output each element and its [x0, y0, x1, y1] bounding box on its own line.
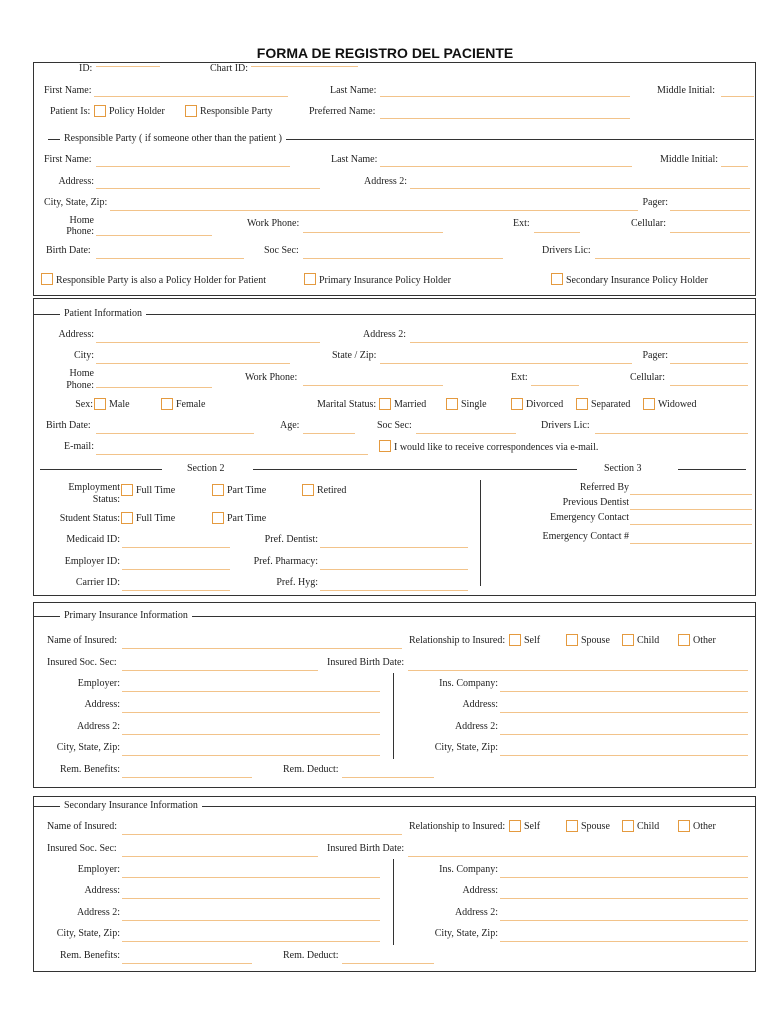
rp-middle-initial-field[interactable] [721, 166, 748, 167]
sec-ins-company-label: Ins. Company: [439, 864, 498, 875]
patient-info-title: Patient Information [60, 308, 146, 320]
sec-address-label: Address: [84, 885, 120, 896]
pt-email-opt-checkbox[interactable] [379, 440, 391, 452]
pt-single-label: Single [461, 399, 487, 410]
section2-title: Section 2 [187, 463, 225, 474]
pri-ins-company-label: Ins. Company: [439, 678, 498, 689]
pt-drivers-lic-label: Drivers Lic: [541, 420, 590, 431]
rp-first-name-field[interactable] [96, 166, 290, 167]
pt-marital-label: Marital Status: [317, 399, 377, 410]
rp-home-label-1: Home [69, 215, 94, 226]
pt-ext-field[interactable] [531, 385, 579, 386]
rp-drivers-lic-label: Drivers Lic: [542, 245, 591, 256]
emp-full-time-checkbox[interactable] [121, 484, 133, 496]
sec-other-checkbox[interactable] [678, 820, 690, 832]
sec-spouse-label: Spouse [581, 821, 610, 832]
pt-address2-label: Address 2: [363, 329, 407, 340]
emp-full-time-label: Full Time [136, 485, 176, 496]
pri-ins-city-label: City, State, Zip: [434, 742, 498, 753]
responsible-party-label: Responsible Party [200, 106, 273, 117]
pt-divorced-label: Divorced [526, 399, 564, 410]
rp-address-field[interactable] [96, 188, 320, 189]
pt-email-opt-label: I would like to receive correspondences via e-mail. [394, 442, 599, 453]
pri-address2-field[interactable] [122, 734, 380, 735]
sec-insured-soc-field[interactable] [122, 856, 318, 857]
rp-secondary-label: Secondary Insurance Policy Holder [566, 275, 708, 286]
rp-birth-date-label: Birth Date: [46, 245, 91, 256]
rp-last-name-label: Last Name: [331, 154, 378, 165]
pt-age-label: Age: [280, 420, 300, 431]
sec-employer-label: Employer: [77, 864, 120, 875]
rp-secondary-checkbox[interactable] [551, 273, 563, 285]
rp-policy-holder-label: Responsible Party is also a Policy Holder for Patient [56, 275, 266, 286]
pri-ins-company-field[interactable] [500, 691, 748, 692]
rp-home-label-2: Phone: [66, 226, 94, 237]
responsible-section-title: Responsible Party ( if someone other than the patient ) [60, 133, 286, 145]
rp-address2-label: Address 2: [364, 176, 408, 187]
rp-work-phone-field[interactable] [303, 232, 443, 233]
pt-email-label: E-mail: [64, 441, 94, 452]
rp-ext-field[interactable] [534, 232, 580, 233]
rp-last-name-field[interactable] [380, 166, 632, 167]
rp-soc-sec-field[interactable] [303, 258, 503, 259]
primary-section-title: Primary Insurance Information [60, 610, 192, 622]
pt-work-phone-field[interactable] [303, 385, 443, 386]
employment-label-2: Status: [92, 494, 120, 505]
pt-male-label: Male [109, 399, 130, 410]
pt-cellular-field[interactable] [670, 385, 748, 386]
emergency-contact-field[interactable] [630, 524, 752, 525]
rp-city-field[interactable] [110, 210, 638, 211]
pri-rem-deduct-label: Rem. Deduct: [283, 764, 339, 775]
emergency-contact-label: Emergency Contact [550, 512, 629, 523]
pt-cellular-label: Cellular: [630, 372, 665, 383]
chart-id-field[interactable] [251, 66, 358, 67]
rp-first-name-label: First Name: [44, 154, 92, 165]
sec-insured-birth-field[interactable] [408, 856, 748, 857]
section3-divider [678, 469, 746, 470]
pri-ins-address-label: Address: [462, 699, 498, 710]
rp-pager-label: Pager: [642, 197, 668, 208]
patient-is-label: Patient Is: [50, 106, 91, 117]
pri-city-field[interactable] [122, 755, 380, 756]
emergency-contact-no-field[interactable] [630, 543, 752, 544]
pri-name-insured-field[interactable] [122, 648, 402, 649]
sec-other-label: Other [693, 821, 716, 832]
pt-drivers-lic-field[interactable] [595, 433, 748, 434]
emp-retired-checkbox[interactable] [302, 484, 314, 496]
pri-insured-birth-field[interactable] [408, 670, 748, 671]
pref-pharmacy-label: Pref. Pharmacy: [253, 556, 318, 567]
pt-pager-label: Pager: [642, 350, 668, 361]
rp-middle-initial-label: Middle Initial: [660, 154, 719, 165]
section3-title: Section 3 [604, 463, 642, 474]
sec-ins-city-field[interactable] [500, 941, 748, 942]
pt-home-label-2: Phone: [66, 380, 94, 391]
referred-by-field[interactable] [630, 494, 752, 495]
sec-ins-address-field[interactable] [500, 898, 748, 899]
secondary-section-title: Secondary Insurance Information [60, 800, 202, 812]
rp-soc-sec-label: Soc Sec: [264, 245, 299, 256]
sec-address2-field[interactable] [122, 920, 380, 921]
pri-employer-label: Employer: [77, 678, 120, 689]
pri-other-checkbox[interactable] [678, 634, 690, 646]
pri-rem-benefits-field[interactable] [122, 777, 252, 778]
section-split-line [480, 480, 481, 586]
emp-retired-label: Retired [317, 485, 347, 496]
pri-self-label: Self [524, 635, 541, 646]
sec-city-field[interactable] [122, 941, 380, 942]
responsible-party-checkbox[interactable] [185, 105, 197, 117]
sec-rem-benefits-label: Rem. Benefits: [60, 950, 120, 961]
rp-pager-field[interactable] [670, 210, 750, 211]
sec-self-checkbox[interactable] [509, 820, 521, 832]
pt-widowed-label: Widowed [658, 399, 697, 410]
pri-rem-benefits-label: Rem. Benefits: [60, 764, 120, 775]
pt-work-phone-label: Work Phone: [245, 372, 298, 383]
rp-cellular-label: Cellular: [631, 218, 666, 229]
pri-spouse-checkbox[interactable] [566, 634, 578, 646]
pt-soc-sec-field[interactable] [416, 433, 516, 434]
student-part-time-label: Part Time [227, 513, 267, 524]
pri-employer-field[interactable] [122, 691, 380, 692]
first-name-label: First Name: [44, 85, 92, 96]
pt-pager-field[interactable] [670, 363, 748, 364]
pri-insured-soc-field[interactable] [122, 670, 318, 671]
sec-spouse-checkbox[interactable] [566, 820, 578, 832]
rp-ext-label: Ext: [513, 218, 530, 229]
pref-hyg-label: Pref. Hyg: [276, 577, 318, 588]
pt-female-label: Female [176, 399, 206, 410]
sec-ins-city-label: City, State, Zip: [434, 928, 498, 939]
pri-rem-deduct-field[interactable] [342, 777, 434, 778]
section2-divider-left [40, 469, 162, 470]
pri-ins-address-field[interactable] [500, 712, 748, 713]
emergency-contact-no-label: Emergency Contact # [542, 531, 629, 542]
rp-policy-holder-checkbox[interactable] [41, 273, 53, 285]
previous-dentist-label: Previous Dentist [562, 497, 629, 508]
pt-state-zip-label: State / Zip: [332, 350, 377, 361]
pref-dentist-label: Pref. Dentist: [264, 534, 318, 545]
pt-email-field[interactable] [96, 454, 368, 455]
pt-single-checkbox[interactable] [446, 398, 458, 410]
student-full-time-checkbox[interactable] [121, 512, 133, 524]
medicaid-label: Medicaid ID: [66, 534, 120, 545]
rp-primary-label: Primary Insurance Policy Holder [319, 275, 451, 286]
id-label: ID: [79, 63, 93, 74]
pt-age-field[interactable] [303, 433, 355, 434]
pt-state-zip-field[interactable] [380, 363, 632, 364]
primary-insurance-box [33, 602, 756, 788]
policy-holder-checkbox[interactable] [94, 105, 106, 117]
rp-work-phone-label: Work Phone: [247, 218, 300, 229]
section2-divider-right [253, 469, 577, 470]
employer-id-label: Employer ID: [64, 556, 120, 567]
emp-part-time-label: Part Time [227, 485, 267, 496]
rp-birth-date-field[interactable] [96, 258, 244, 259]
student-part-time-checkbox[interactable] [212, 512, 224, 524]
pri-child-label: Child [637, 635, 660, 646]
policy-holder-label: Policy Holder [109, 106, 165, 117]
pt-male-checkbox[interactable] [94, 398, 106, 410]
sec-address2-label: Address 2: [76, 907, 120, 918]
pri-self-checkbox[interactable] [509, 634, 521, 646]
last-name-field[interactable] [380, 96, 630, 97]
pt-married-label: Married [394, 399, 427, 410]
pri-address2-label: Address 2: [76, 721, 120, 732]
medicaid-field[interactable] [122, 547, 230, 548]
sec-child-label: Child [637, 821, 660, 832]
sec-name-insured-label: Name of Insured: [47, 821, 117, 832]
preferred-name-field[interactable] [380, 118, 630, 119]
sec-child-checkbox[interactable] [622, 820, 634, 832]
pt-separated-label: Separated [591, 399, 631, 410]
first-name-field[interactable] [94, 96, 288, 97]
student-full-time-label: Full Time [136, 513, 176, 524]
middle-initial-label: Middle Initial: [657, 85, 716, 96]
pt-married-checkbox[interactable] [379, 398, 391, 410]
sec-ins-company-field[interactable] [500, 877, 748, 878]
carrier-id-label: Carrier ID: [75, 577, 120, 588]
referred-by-label: Referred By [579, 482, 629, 493]
pt-birth-date-field[interactable] [96, 433, 254, 434]
pt-separated-checkbox[interactable] [576, 398, 588, 410]
page-title: FORMA DE REGISTRO DEL PACIENTE [256, 45, 514, 61]
pref-dentist-field[interactable] [320, 547, 468, 548]
carrier-id-field[interactable] [122, 590, 230, 591]
pt-city-field[interactable] [96, 363, 290, 364]
pt-address2-field[interactable] [410, 342, 748, 343]
rp-address2-field[interactable] [410, 188, 750, 189]
pt-soc-sec-label: Soc Sec: [377, 420, 412, 431]
sec-ins-address2-field[interactable] [500, 920, 748, 921]
pt-address-field[interactable] [96, 342, 320, 343]
sec-city-label: City, State, Zip: [56, 928, 120, 939]
id-field[interactable] [96, 66, 160, 67]
pri-ins-address2-field[interactable] [500, 734, 748, 735]
pri-relationship-label: Relationship to Insured: [409, 635, 506, 646]
sec-rem-deduct-field[interactable] [342, 963, 434, 964]
pt-widowed-checkbox[interactable] [643, 398, 655, 410]
middle-initial-field[interactable] [721, 96, 754, 97]
sec-ins-address-label: Address: [462, 885, 498, 896]
pt-sex-label: Sex: [75, 399, 93, 410]
rp-home-phone-field[interactable] [96, 235, 212, 236]
secondary-split-line [393, 859, 394, 945]
student-status-label: Student Status: [59, 513, 120, 524]
pref-pharmacy-field[interactable] [320, 569, 468, 570]
rp-primary-checkbox[interactable] [304, 273, 316, 285]
rp-city-label: City, State, Zip: [44, 197, 108, 208]
pri-name-insured-label: Name of Insured: [47, 635, 117, 646]
rp-address-label: Address: [58, 176, 94, 187]
pt-ext-label: Ext: [511, 372, 528, 383]
sec-employer-field[interactable] [122, 877, 380, 878]
rp-cellular-field[interactable] [670, 232, 750, 233]
pt-address-label: Address: [58, 329, 94, 340]
sec-self-label: Self [524, 821, 541, 832]
pri-city-label: City, State, Zip: [56, 742, 120, 753]
sec-address-field[interactable] [122, 898, 380, 899]
sec-insured-birth-label: Insured Birth Date: [327, 843, 405, 854]
pt-city-label: City: [73, 350, 94, 361]
sec-insured-soc-label: Insured Soc. Sec: [47, 843, 117, 854]
pri-ins-address2-label: Address 2: [454, 721, 498, 732]
pref-hyg-field[interactable] [320, 590, 468, 591]
pri-child-checkbox[interactable] [622, 634, 634, 646]
employer-id-field[interactable] [122, 569, 230, 570]
sec-relationship-label: Relationship to Insured: [409, 821, 506, 832]
pt-divorced-checkbox[interactable] [511, 398, 523, 410]
pri-address-field[interactable] [122, 712, 380, 713]
preferred-name-label: Preferred Name: [309, 106, 376, 117]
pri-address-label: Address: [84, 699, 120, 710]
previous-dentist-field[interactable] [630, 509, 752, 510]
sec-name-insured-field[interactable] [122, 834, 402, 835]
sec-ins-address2-label: Address 2: [454, 907, 498, 918]
pri-other-label: Other [693, 635, 716, 646]
emp-part-time-checkbox[interactable] [212, 484, 224, 496]
pri-ins-city-field[interactable] [500, 755, 748, 756]
pt-female-checkbox[interactable] [161, 398, 173, 410]
employment-label-1: Employment [68, 482, 120, 493]
pt-home-label-1: Home [69, 368, 94, 379]
pt-home-phone-field[interactable] [96, 387, 212, 388]
sec-rem-benefits-field[interactable] [122, 963, 252, 964]
sec-rem-deduct-label: Rem. Deduct: [283, 950, 339, 961]
pri-insured-soc-label: Insured Soc. Sec: [47, 657, 117, 668]
last-name-label: Last Name: [330, 85, 377, 96]
pri-insured-birth-label: Insured Birth Date: [327, 657, 405, 668]
pri-spouse-label: Spouse [581, 635, 610, 646]
rp-drivers-lic-field[interactable] [595, 258, 750, 259]
chart-id-label: Chart ID: [210, 63, 249, 74]
primary-split-line [393, 673, 394, 759]
pt-birth-date-label: Birth Date: [46, 420, 91, 431]
